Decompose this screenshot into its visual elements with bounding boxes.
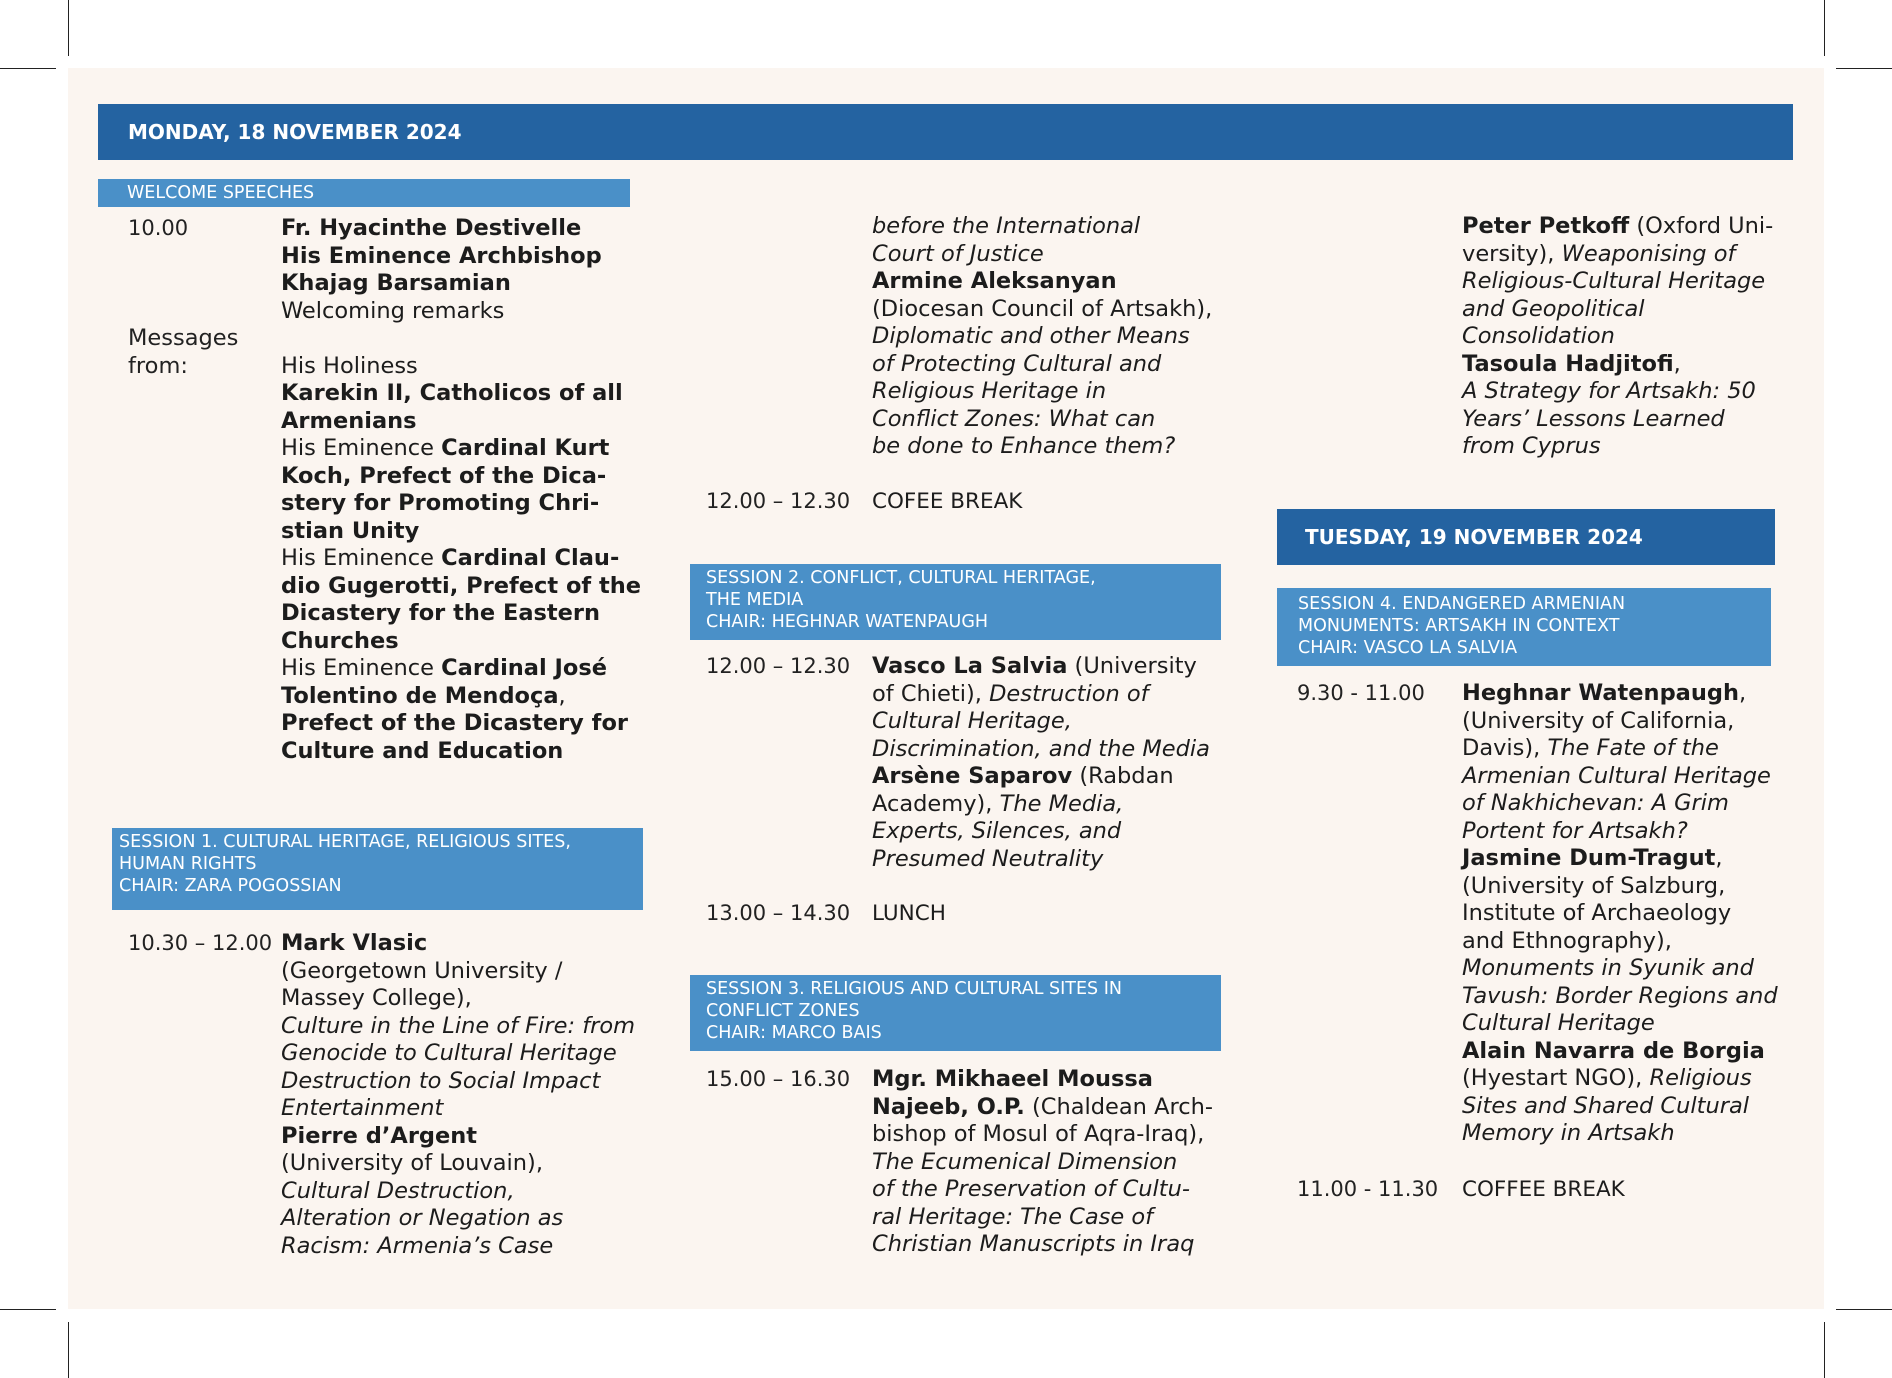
day-header-monday: MONDAY, 18 NOVEMBER 2024 <box>98 104 1793 160</box>
welcome-block: Fr. Hyacinthe Destivelle His Eminence Archbishop Khajag Barsamian Welcoming remarks His Holiness Karekin II, Catholicos of all Armenians His Eminence Cardinal Kurt Koch, Prefect of the Dica- stery for Promoting Chri- stian Unity His Eminence Cardinal Clau- dio Gugerotti, Prefect of the Dicastery for the Eastern Churches His Eminence Cardinal José Tolentino de Mendoça, Prefect of the Dicastery for Culture and Education <box>281 215 642 764</box>
crop-mark <box>68 1322 69 1378</box>
session-4-time: 9.30 - 11.00 <box>1297 681 1425 705</box>
break-2-label: COFFEE BREAK <box>1462 1177 1625 1202</box>
session-1-time: 10.30 – 12.00 <box>128 931 273 955</box>
crop-mark <box>1824 0 1825 56</box>
session-2-time: 12.00 – 12.30 <box>706 654 851 678</box>
session-3-header: SESSION 3. RELIGIOUS AND CULTURAL SITES IN CONFLICT ZONES CHAIR: MARCO BAIS <box>690 975 1221 1051</box>
break-1-time: 12.00 – 12.30 <box>706 489 851 513</box>
crop-mark <box>1824 1322 1825 1378</box>
crop-mark <box>68 0 69 56</box>
crop-mark <box>0 1309 56 1310</box>
break-1-label: COFEE BREAK <box>872 489 1023 514</box>
column-3-continuation: Peter Petkoff (Oxford Uni- versity), Weaponising of Religious-Cultural Heritage and Geopolitical Consolidation Tasoula Hadjitofi, A Strategy for Artsakh: 50 Years’ Lessons Learned from Cyprus <box>1462 213 1774 459</box>
messages-label: Messages from: <box>128 325 239 379</box>
crop-mark <box>1836 1309 1892 1310</box>
session-2-talks: Vasco La Salvia (University of Chieti), Destruction of Cultural Heritage, Discrimination, and the Media Arsène Saparov (Rabdan Academy), The Media, Experts, Silences, and Presumed Neutrality <box>872 653 1210 872</box>
session-2-header: SESSION 2. CONFLICT, CULTURAL HERITAGE, THE MEDIA CHAIR: HEGHNAR WATENPAUGH <box>690 564 1221 640</box>
crop-mark <box>1836 68 1892 69</box>
welcome-header: WELCOME SPEECHES <box>98 179 630 207</box>
session-3-talks: Mgr. Mikhaeel Moussa Najeeb, O.P. (Chaldean Arch- bishop of Mosul of Aqra-Iraq), The Ecumenical Dimension of the Preservation of Cultu- ral Heritage: The Case of Christian Manuscripts in Iraq <box>872 1066 1213 1257</box>
session-4-talks: Heghnar Watenpaugh, (University of California, Davis), The Fate of the Armenian Cultural Heritage of Nakhichevan: A Grim Portent for Artsakh? Jasmine Dum-Tragut, (University of Salzburg, Institute of Archaeology and Ethnography), Monuments in Syunik and Tavush: Border Regions and Cultural Heritage Alain Navarra de Borgia (Hyestart NGO), Religious Sites and Shared Cultural Memory in Artsakh <box>1462 680 1778 1146</box>
column-2-continuation: before the International Court of Justice Armine Aleksanyan (Diocesan Council of Artsakh), Diplomatic and other Means of Protecting Cultural and Religious Heritage in Conflict Zones: What can be done to Enhance them? <box>872 213 1213 459</box>
break-2-time: 11.00 - 11.30 <box>1297 1177 1439 1201</box>
lunch-time: 13.00 – 14.30 <box>706 901 851 925</box>
session-3-time: 15.00 – 16.30 <box>706 1067 851 1091</box>
session-1-header: SESSION 1. CULTURAL HERITAGE, RELIGIOUS SITES, HUMAN RIGHTS CHAIR: ZARA POGOSSIAN <box>112 828 643 910</box>
day-header-tuesday: TUESDAY, 19 NOVEMBER 2024 <box>1277 509 1775 565</box>
session-1-talks: Mark Vlasic (Georgetown University / Massey College), Culture in the Line of Fire: from Genocide to Cultural Heritage Destruction to Social Impact Entertainment Pierre d’Argent (University of Louvain), Cultural Destruction, Alteration or Negation as Racism: Armenia’s Case <box>281 930 636 1259</box>
welcome-time: 10.00 <box>128 216 189 240</box>
crop-mark <box>0 68 56 69</box>
session-4-header: SESSION 4. ENDANGERED ARMENIAN MONUMENTS: ARTSAKH IN CONTEXT CHAIR: VASCO LA SALVIA <box>1277 588 1771 666</box>
lunch-label: LUNCH <box>872 901 946 926</box>
